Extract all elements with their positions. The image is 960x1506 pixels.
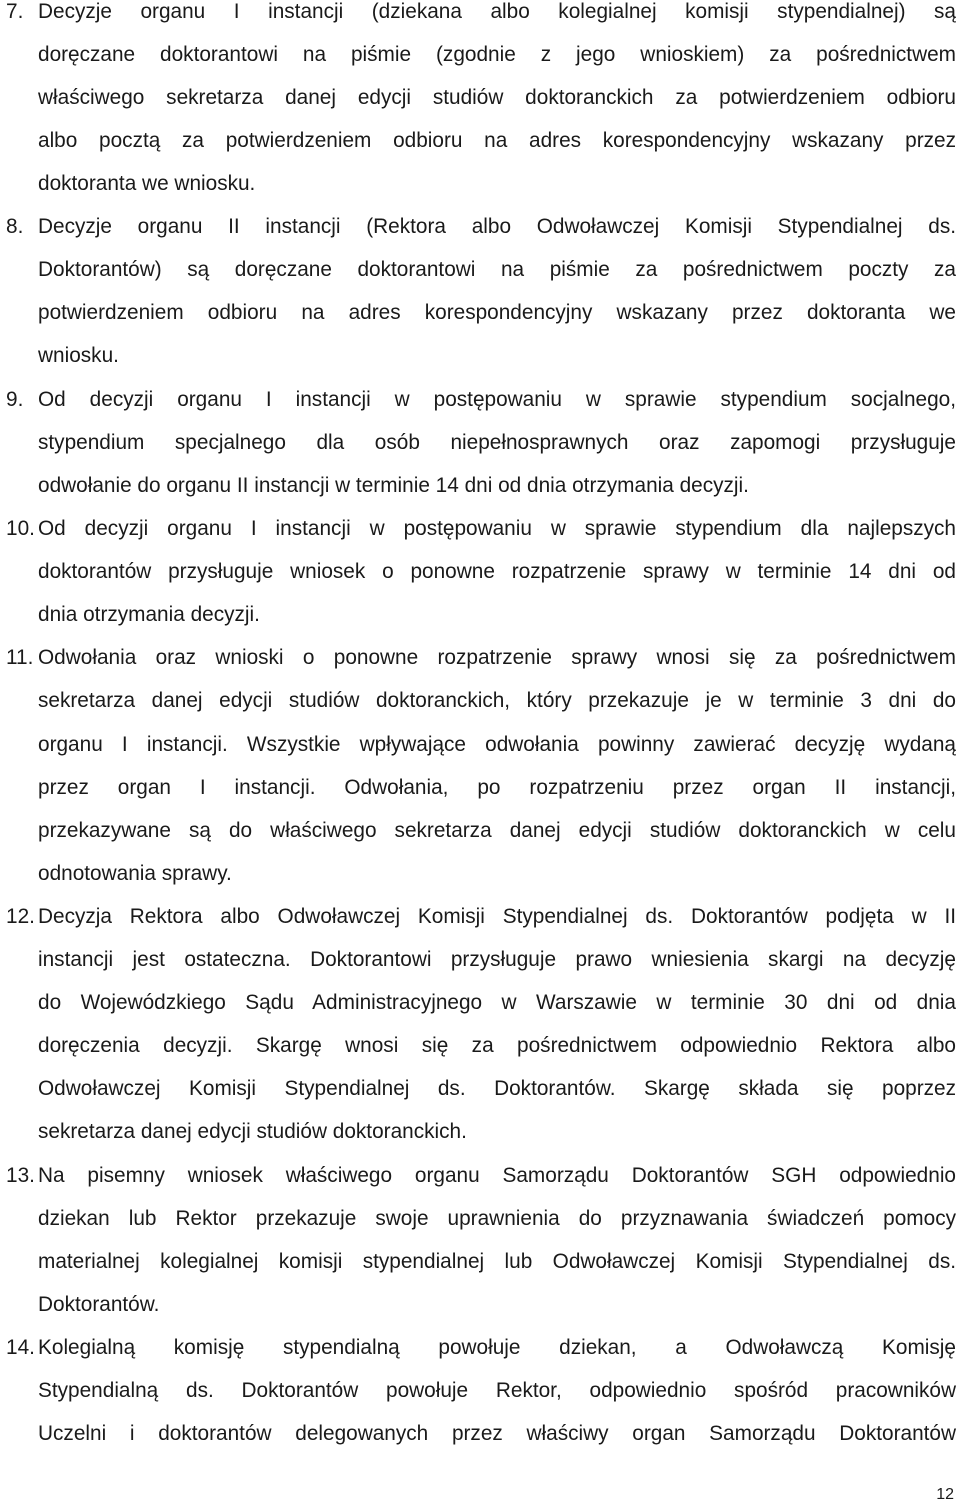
paragraph-line: doktoranta we wniosku. [38, 172, 256, 195]
item-number: 13. [6, 1164, 35, 1187]
item-number: 11. [6, 646, 34, 669]
paragraph-line: doręczenia decyzji. Skargę wnosi się za pośrednictwem odpowiednio Rektora albo [38, 1034, 956, 1057]
paragraph-line: odwołanie do organu II instancji w terminie 14 dni od dnia otrzymania decyzji. [38, 474, 749, 497]
item-number: 14. [6, 1336, 35, 1359]
paragraph-line: Stypendialną ds. Doktorantów powołuje Rektor, odpowiednio spośród pracowników [38, 1379, 956, 1402]
paragraph-line: materialnej kolegialnej komisji stypendialnej lub Odwoławczej Komisji Stypendialnej ds. [38, 1250, 956, 1273]
paragraph-line: Od decyzji organu I instancji w postępowaniu w sprawie stypendium dla najlepszych [38, 517, 956, 540]
paragraph-line: albo pocztą za potwierdzeniem odbioru na adres korespondencyjny wskazany przez [38, 129, 956, 152]
paragraph-line: sekretarza danej edycji studiów doktoranckich, który przekazuje je w terminie 3 dni do [38, 689, 956, 712]
paragraph-line: przez organ I instancji. Odwołania, po rozpatrzeniu przez organ II instancji, [38, 776, 956, 799]
paragraph-line: Decyzja Rektora albo Odwoławczej Komisji Stypendialnej ds. Doktorantów podjęta w II [38, 905, 956, 928]
paragraph-line: wniosku. [38, 344, 119, 367]
paragraph-line: Odwoławczej Komisji Stypendialnej ds. Doktorantów. Skargę składa się poprzez [38, 1077, 956, 1100]
paragraph-line: Decyzje organu I instancji (dziekana albo kolegialnej komisji stypendialnej) są [38, 0, 956, 23]
item-number: 9. [6, 388, 24, 411]
paragraph-line: właściwego sekretarza danej edycji studiów doktoranckich za potwierdzeniem odbioru [38, 86, 956, 109]
paragraph-line: Uczelni i doktorantów delegowanych przez właściwy organ Samorządu Doktorantów [38, 1422, 956, 1445]
item-number: 12. [6, 905, 35, 928]
paragraph-line: do Wojewódzkiego Sądu Administracyjnego w Warszawie w terminie 30 dni od dnia [38, 991, 956, 1014]
item-number: 7. [6, 0, 24, 23]
paragraph-line: Decyzje organu II instancji (Rektora albo Odwoławczej Komisji Stypendialnej ds. [38, 215, 956, 238]
paragraph-line: Od decyzji organu I instancji w postępowaniu w sprawie stypendium socjalnego, [38, 388, 956, 411]
paragraph-line: Na pisemny wniosek właściwego organu Samorządu Doktorantów SGH odpowiednio [38, 1164, 956, 1187]
paragraph-line: doktorantów przysługuje wniosek o ponowne rozpatrzenie sprawy w terminie 14 dni od [38, 560, 956, 583]
paragraph-line: dziekan lub Rektor przekazuje swoje uprawnienia do przyznawania świadczeń pomocy [38, 1207, 956, 1230]
paragraph-line: stypendium specjalnego dla osób niepełnosprawnych oraz zapomogi przysługuje [38, 431, 956, 454]
paragraph-line: Doktorantów) są doręczane doktorantowi na piśmie za pośrednictwem poczty za [38, 258, 956, 281]
paragraph-line: odnotowania sprawy. [38, 862, 232, 885]
paragraph-line: dnia otrzymania decyzji. [38, 603, 260, 626]
paragraph-line: instancji jest ostateczna. Doktorantowi przysługuje prawo wniesienia skargi na decyzję [38, 948, 956, 971]
paragraph-line: Kolegialną komisję stypendialną powołuje dziekan, a Odwoławczą Komisję [38, 1336, 956, 1359]
page-number: 12 [936, 1486, 954, 1503]
paragraph-line: Doktorantów. [38, 1293, 160, 1316]
item-number: 10. [6, 517, 35, 540]
paragraph-line: Odwołania oraz wnioski o ponowne rozpatrzenie sprawy wnosi się za pośrednictwem [38, 646, 956, 669]
item-number: 8. [6, 215, 24, 238]
paragraph-line: przekazywane są do właściwego sekretarza danej edycji studiów doktoranckich w celu [38, 819, 956, 842]
paragraph-line: potwierdzeniem odbioru na adres korespondencyjny wskazany przez doktoranta we [38, 301, 956, 324]
paragraph-line: doręczane doktorantowi na piśmie (zgodnie z jego wnioskiem) za pośrednictwem [38, 43, 956, 66]
paragraph-line: organu I instancji. Wszystkie wpływające odwołania powinny zawierać decyzję wydaną [38, 733, 956, 756]
paragraph-line: sekretarza danej edycji studiów doktoranckich. [38, 1120, 467, 1143]
